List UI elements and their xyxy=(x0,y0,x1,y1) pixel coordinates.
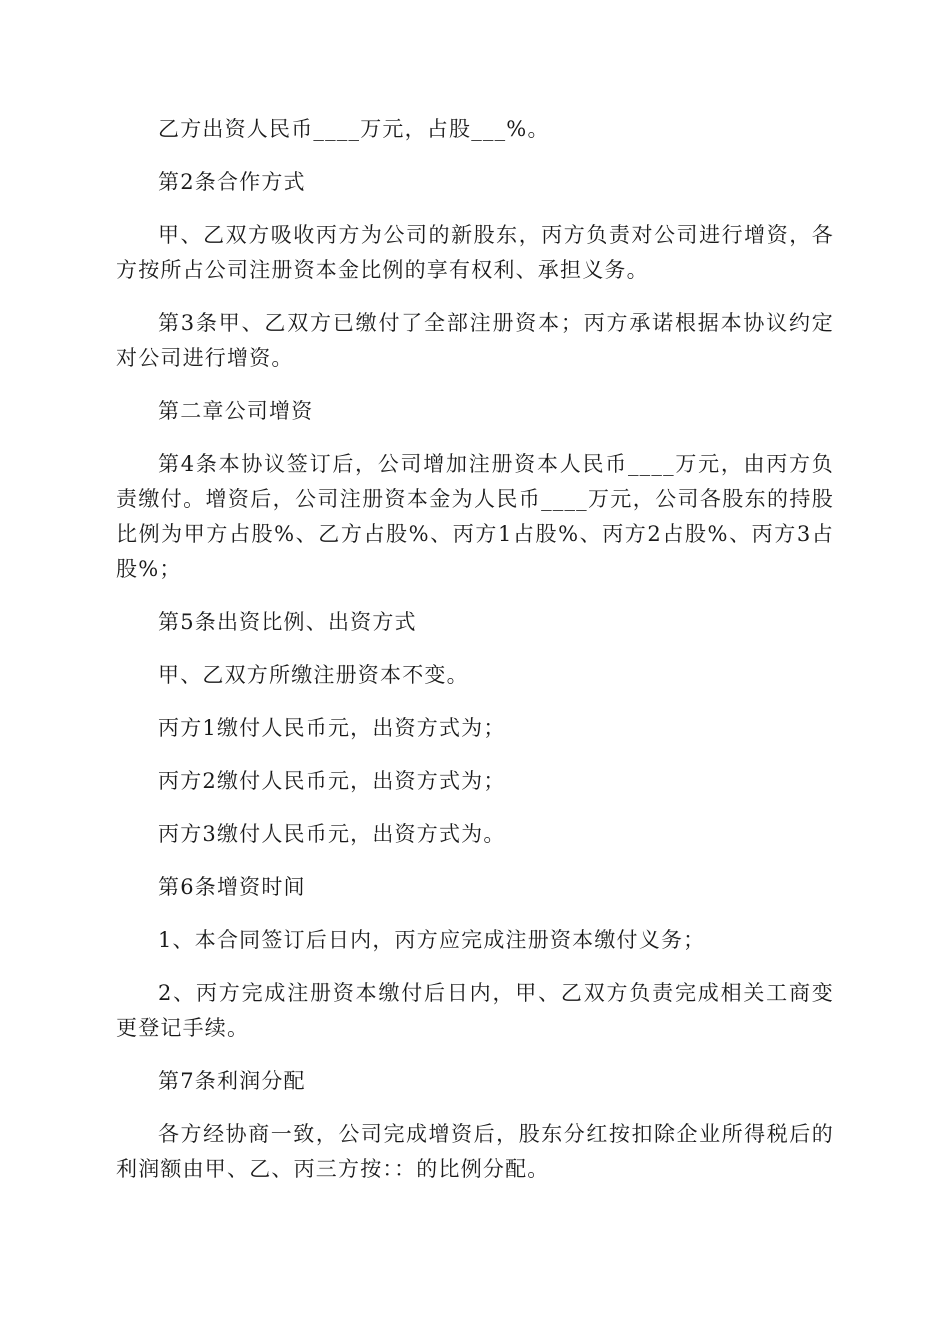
heading-article-2: 第2条合作方式 xyxy=(158,170,306,194)
document-body xyxy=(116,112,834,1205)
paragraph-article-7-body: 各方经协商一致，公司完成增资后，股东分红按扣除企业所得税后的利润额由甲、乙、丙三方按：：的比例分配。 xyxy=(116,1122,834,1181)
paragraph-capital-party-b: 乙方出资人民币____万元，占股___%。 xyxy=(158,117,550,141)
paragraph-article-6-item-2: 2、丙方完成注册资本缴付后日内，甲、乙双方负责完成相关工商变更登记手续。 xyxy=(116,981,834,1040)
heading-article-7: 第7条利润分配 xyxy=(158,1069,306,1093)
paragraph-article-6-item-1: 1、本合同签订后日内，丙方应完成注册资本缴付义务； xyxy=(158,928,706,952)
paragraph-party-c2-payment: 丙方2缴付人民币元，出资方式为； xyxy=(158,769,506,793)
paragraph-article-3: 第3条甲、乙双方已缴付了全部注册资本；丙方承诺根据本协议约定对公司进行增资。 xyxy=(116,311,834,370)
heading-article-6: 第6条增资时间 xyxy=(158,875,306,899)
heading-chapter-2: 第二章公司增资 xyxy=(158,399,314,423)
paragraph-article-2-body: 甲、乙双方吸收丙方为公司的新股东，丙方负责对公司进行增资，各方按所占公司注册资本金比例的享有权利、承担义务。 xyxy=(116,223,834,282)
heading-article-5: 第5条出资比例、出资方式 xyxy=(158,610,417,634)
paragraph-party-c1-payment: 丙方1缴付人民币元，出资方式为； xyxy=(158,716,506,740)
paragraph-article-4: 第4条本协议签订后，公司增加注册资本人民币____万元，由丙方负责缴付。增资后，公司注册资本金为人民币____万元，公司各股东的持股比例为甲方占股%、乙方占股%、丙方1占股%、丙方2占股%、丙方3占股%； xyxy=(116,452,834,581)
paragraph-party-c3-payment: 丙方3缴付人民币元，出资方式为。 xyxy=(158,822,506,846)
paragraph-article-5-capital-unchanged: 甲、乙双方所缴注册资本不变。 xyxy=(158,663,469,687)
